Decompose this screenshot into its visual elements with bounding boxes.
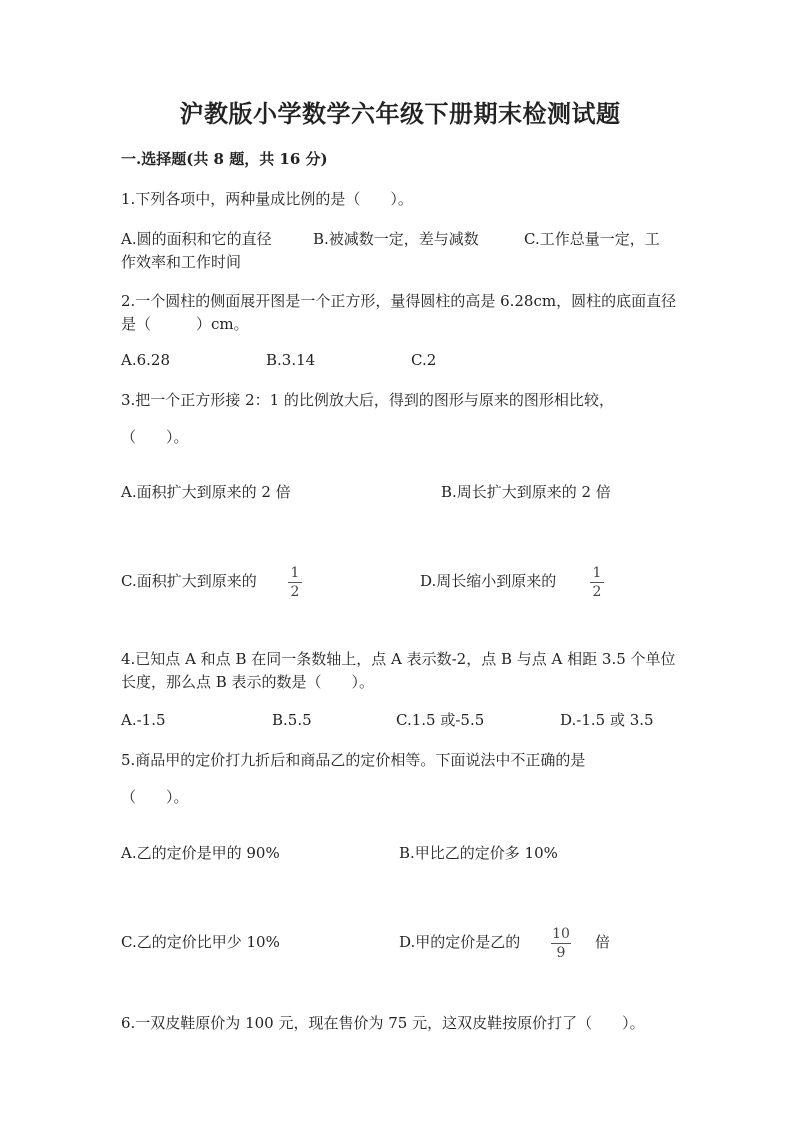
question-3-fraction-c xyxy=(288,565,302,600)
question-5-option-c[interactable]: C.乙的定价比甲少 10% xyxy=(121,933,280,951)
question-3-fraction-d xyxy=(590,565,604,600)
question-5-option-a[interactable]: A.乙的定价是甲的 90% xyxy=(121,844,280,862)
fraction-numerator: 1 xyxy=(290,565,300,581)
question-2-option-b[interactable]: B.3.14 xyxy=(266,351,316,369)
page-title: 沪教版小学数学六年级下册期末检测试题 xyxy=(179,99,621,128)
question-1-option-b[interactable]: B.被减数一定，差与减数 xyxy=(313,230,479,248)
question-5-option-b[interactable]: B.甲比乙的定价多 10% xyxy=(399,844,558,862)
fraction-denominator: 2 xyxy=(592,584,602,600)
question-1-stem: 1.下列各项中，两种量成比例的是（ ）。 xyxy=(121,190,413,208)
section-heading: 一.选择题(共 8 题，共 16 分) xyxy=(121,150,328,168)
question-3-option-a[interactable]: A.面积扩大到原来的 2 倍 xyxy=(121,483,291,501)
question-3-blank: （ ）。 xyxy=(121,428,189,446)
question-1-option-c-continued: 作效率和工作时间 xyxy=(121,253,242,271)
fraction-bar xyxy=(590,582,604,583)
question-5-option-d-suffix: 倍 xyxy=(595,933,611,951)
fraction-denominator: 9 xyxy=(556,945,566,961)
question-4-stem: 4.已知点 A 和点 B 在同一条数轴上，点 A 表示数-2，点 B 与点 A 相距 3.5 个单位长度，那么点 B 表示的数是（ ）。 xyxy=(121,650,676,691)
question-1-option-a[interactable]: A.圆的面积和它的直径 xyxy=(121,230,272,248)
question-4-option-a[interactable]: A.-1.5 xyxy=(121,711,166,729)
question-3-option-d[interactable]: D.周长缩小到原来的 xyxy=(420,572,557,590)
question-5-stem: 5.商品甲的定价打九折后和商品乙的定价相等。下面说法中不正确的是 xyxy=(121,751,586,769)
question-3-stem: 3.把一个正方形接 2：1 的比例放大后，得到的图形与原来的图形相比较， xyxy=(121,391,614,409)
fraction-bar xyxy=(551,943,571,944)
question-1-option-c[interactable]: C.工作总量一定，工 xyxy=(524,230,660,248)
question-6-stem: 6.一双皮鞋原价为 100 元，现在售价为 75 元，这双皮鞋按原价打了（ ）。 xyxy=(121,1014,645,1032)
fraction-numerator: 10 xyxy=(552,926,570,942)
question-4-option-b[interactable]: B.5.5 xyxy=(272,711,312,729)
question-5-option-d[interactable]: D.甲的定价是乙的 xyxy=(399,933,521,951)
question-3-option-c[interactable]: C.面积扩大到原来的 xyxy=(121,572,257,590)
fraction-bar xyxy=(288,582,302,583)
question-3-option-b[interactable]: B.周长扩大到原来的 2 倍 xyxy=(441,483,611,501)
fraction-denominator: 2 xyxy=(290,584,300,600)
question-4-option-c[interactable]: C.1.5 或-5.5 xyxy=(396,711,485,729)
question-5-fraction-d xyxy=(551,926,571,961)
question-2-option-c[interactable]: C.2 xyxy=(411,351,437,369)
question-2-stem: 2.一个圆柱的侧面展开图是一个正方形，量得圆柱的高是 6.28cm，圆柱的底面直径是（ ）cm。 xyxy=(121,292,677,333)
question-5-blank: （ ）。 xyxy=(121,788,189,806)
question-2-option-a[interactable]: A.6.28 xyxy=(121,351,170,369)
fraction-numerator: 1 xyxy=(592,565,602,581)
question-4-option-d[interactable]: D.-1.5 或 3.5 xyxy=(560,711,654,729)
